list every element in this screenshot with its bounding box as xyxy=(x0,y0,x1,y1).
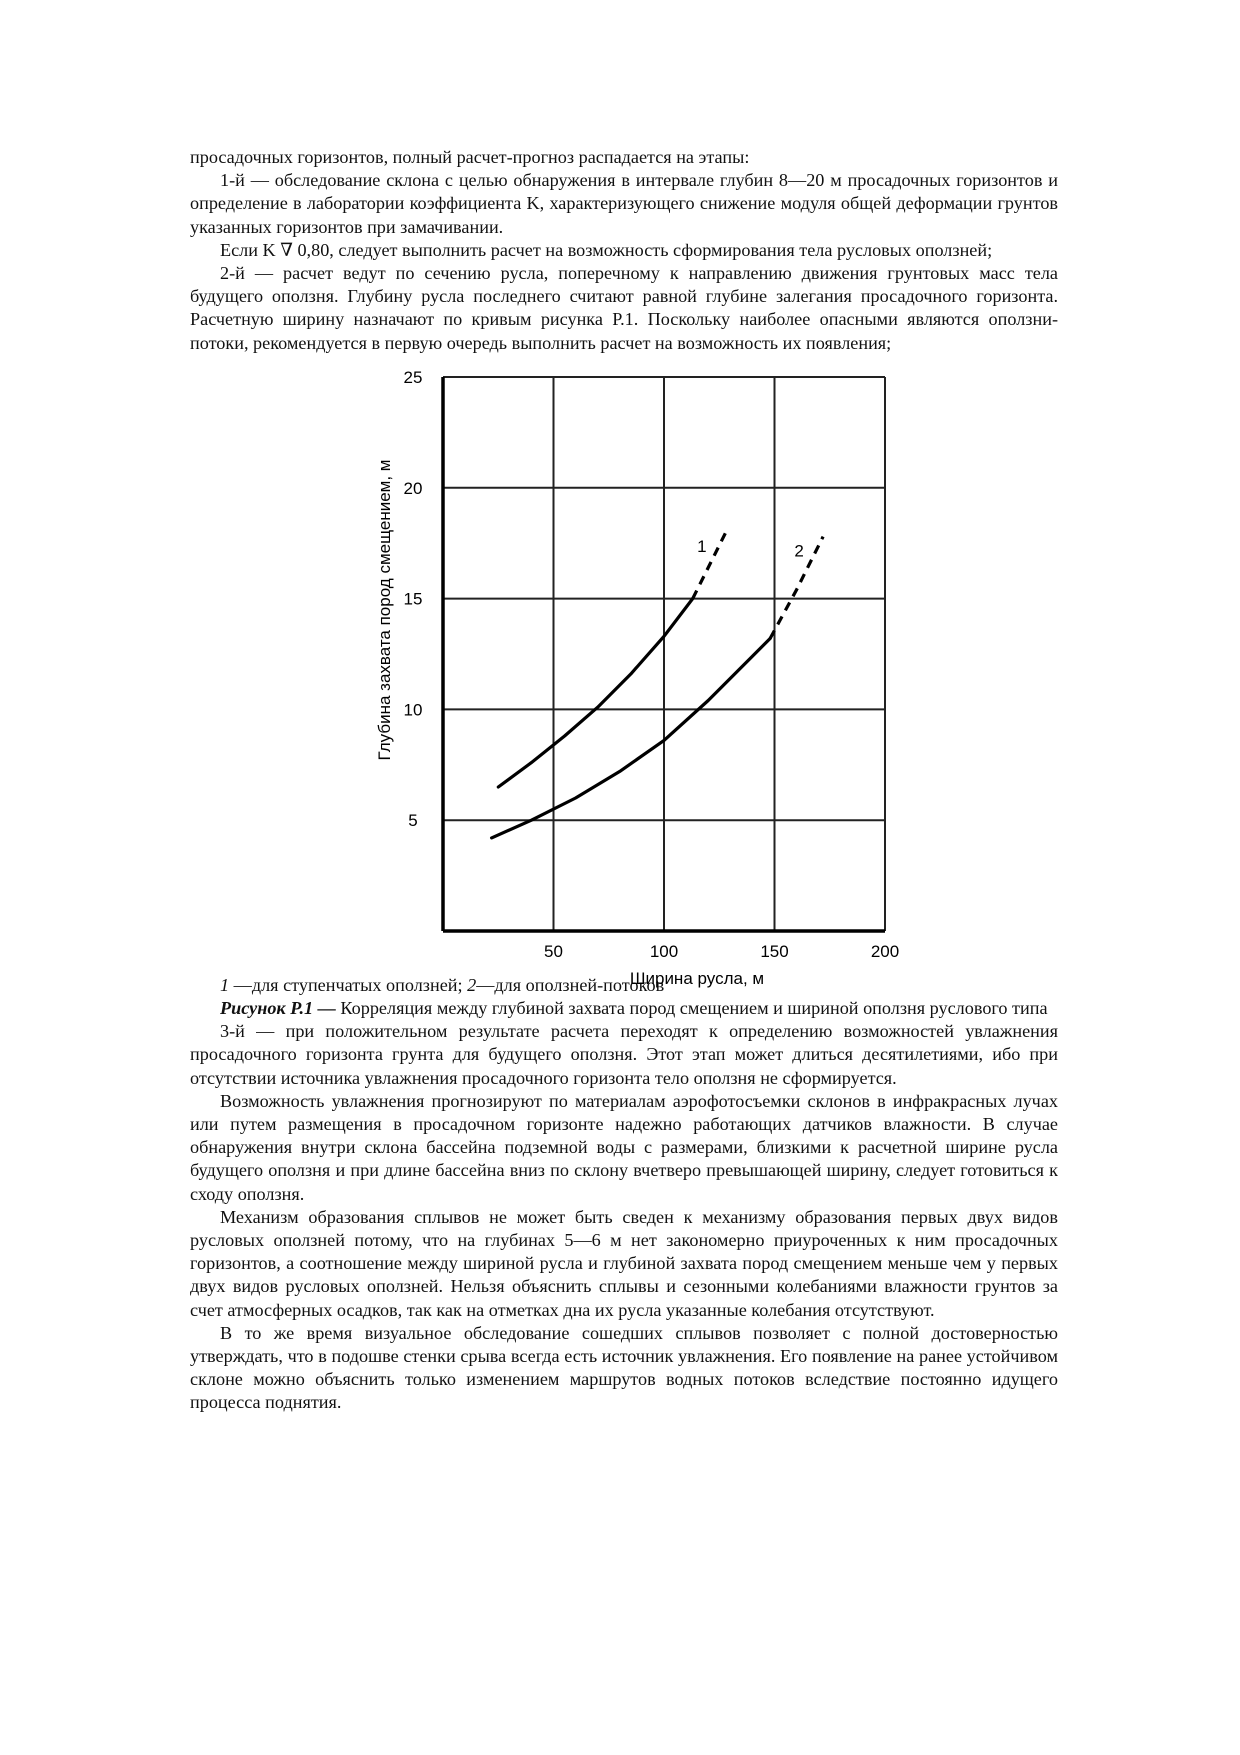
legend-text-2: —для оползней-потоков xyxy=(476,974,665,995)
x-tick-label: 150 xyxy=(760,941,789,961)
series-2-label: 2 xyxy=(794,541,804,561)
legend-number-1: 1 xyxy=(220,974,230,995)
x-tick-label: 200 xyxy=(870,941,900,961)
paragraph: просадочных горизонтов, полный расчет-прогноз распадается на этапы: xyxy=(190,147,750,167)
figure-caption xyxy=(190,997,1058,1020)
series-2-solid-line xyxy=(492,638,770,837)
y-axis-label: Глубина захвата пород смещением, м xyxy=(375,459,394,761)
y-tick-label: 25 xyxy=(403,367,423,387)
series-1-label: 1 xyxy=(697,536,707,556)
paragraph: Механизм образования сплывов не может быть сведен к механизму образования первых двух видов русловых оползней потому, что на глубинах 5—6 м нет закономерно приуроченных к ним просадочных горизонтов, а соотношение между шириной русла и глубиной захвата пород смещением меньше чем у первых двух видов русловых оползней. Нельзя объяснить сплывы и сезонными колебаниями влажности грунтов за счет атмосферных осадков, так как на отметках дна их русла указанные колебания отсутствуют. xyxy=(190,1206,1058,1320)
paragraph: 3-й — при положительном результате расчета переходят к определению возможностей увлажнения просадочного горизонта грунта для будущего оползня. Этот этап может длиться десятилетиями, ибо при отсутствии источника увлажнения просадочного горизонта тело оползня не сформируется. xyxy=(190,1021,1058,1088)
document-page xyxy=(190,146,1058,1415)
x-tick-label: 100 xyxy=(649,941,679,961)
paragraph: Возможность увлажнения прогнозируют по материалам аэрофотосъемки склонов в инфракрасных лучах или путем размещения в просадочном горизонте надежно работающих датчиков влажности. В случае обнаружения внутри склона бассейна подземной воды с размерами, близкими к расчетной ширине русла будущего оползня и при длине бассейна вниз по склону вчетверо превышающей ширину, следует готовиться к сходу оползня. xyxy=(190,1090,1058,1204)
caption-label: Рисунок Р.1 — xyxy=(220,998,336,1019)
x-axis-label: Ширина русла, м xyxy=(629,968,765,988)
y-tick-label: 15 xyxy=(403,589,423,609)
paragraph: Если K ∇ 0,80, следует выполнить расчет на возможность сформирования тела русловых оползней; xyxy=(220,239,993,260)
legend-number-2: 2 xyxy=(467,974,477,995)
x-tick-label: 50 xyxy=(544,941,563,961)
paragraph: 1-й — обследование склона с целью обнаружения в интервале глубин 8—20 м просадочных горизонтов и определение в лаборатории коэффициента K, характеризующего снижение модуля общей деформации грунтов указанных горизонтов при замачивании. xyxy=(190,170,1058,237)
y-tick-label: 20 xyxy=(403,478,423,498)
paragraph: В то же время визуальное обследование сошедших сплывов позволяет с полной достоверностью утверждать, что в подошве стенки срыва всегда есть источник увлажнения. Его появление на ранее устойчивом склоне можно объяснить только изменением маршрутов водных потоков вследствие постоянно идущего процесса поднятия. xyxy=(190,1322,1058,1413)
paragraph: 2-й — расчет ведут по сечению русла, поперечному к направлению движения грунтовых масс тела будущего оползня. Глубину русла последнего считают равной глубине залегания просадочного горизонта. Расчетную ширину назначают по кривым рисунка Р.1. Поскольку наиболее опасными являются оползни-потоки, рекомендуется в первую очередь выполнить расчет на возможность их появления; xyxy=(190,263,1058,353)
y-tick-label: 5 xyxy=(408,811,418,831)
caption-text: Корреляция между глубиной захвата пород смещением и шириной оползня руслового типа xyxy=(335,998,1048,1019)
figure-legend xyxy=(190,974,1058,997)
y-tick-label: 10 xyxy=(403,700,423,720)
legend-text-1: —для ступенчатых оползней; xyxy=(229,974,468,995)
